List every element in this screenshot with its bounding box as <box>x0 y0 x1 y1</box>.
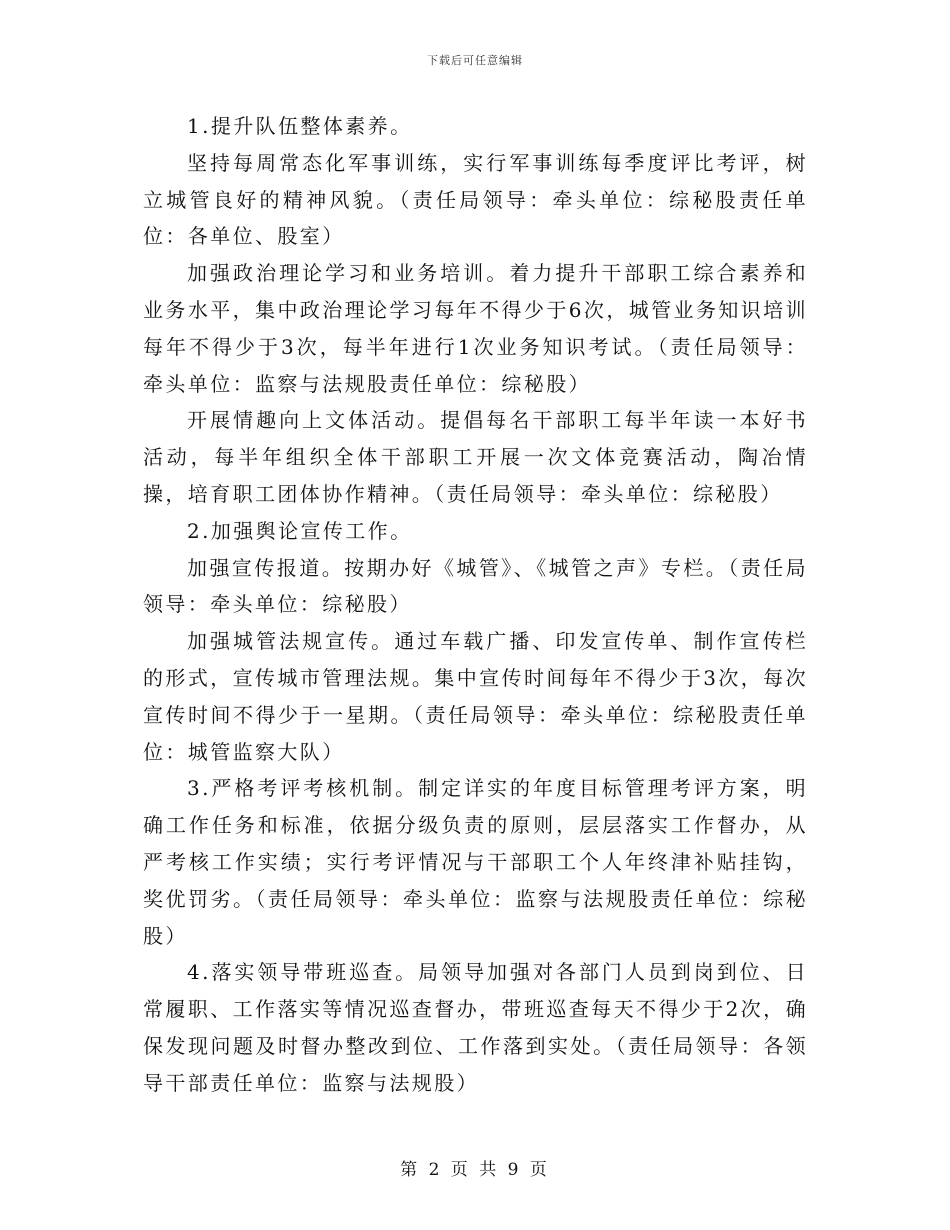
heading-2: 2.加强舆论宣传工作。 <box>187 518 413 543</box>
paragraph: 加强宣传报道。按期办好《城管》、《城管之声》专栏。（责任局领导：牵头单位：综秘股） <box>143 555 808 617</box>
paragraph-item-4: 4.落实领导带班巡查。局领导加强对各部门人员到岗到位、日常履职、工作落实等情况巡查督办，带班巡查每天不得少于2次，确保发现问题及时督办整改到位、工作落到实处。（责任局领导：各领导干部责任单位：监察与法规股） <box>143 960 808 1095</box>
paragraph-item-3: 3.严格考评考核机制。制定详实的年度目标管理考评方案，明确工作任务和标准，依据分级负责的原则，层层落实工作督办，从严考核工作实绩；实行考评情况与干部职工个人年终津补贴挂钩，奖优罚劣。（责任局领导：牵头单位：监察与法规股责任单位：综秘股） <box>143 776 808 948</box>
document-body <box>143 108 808 1102</box>
page-number: 第 2 页 共 9 页 <box>400 1160 550 1180</box>
paragraph: 坚持每周常态化军事训练，实行军事训练每季度评比考评，树立城管良好的精神风貌。（责任局领导：牵头单位：综秘股责任单位：各单位、股室） <box>143 150 808 249</box>
heading-1: 1.提升队伍整体素养。 <box>187 114 413 138</box>
paragraph: 加强政治理论学习和业务培训。着力提升干部职工综合素养和业务水平，集中政治理论学习每年不得少于6次，城管业务知识培训每年不得少于3次，每半年进行1次业务知识考试。（责任局领导：牵头单位：监察与法规股责任单位：综秘股） <box>143 261 808 396</box>
paragraph: 加强城管法规宣传。通过车载广播、印发宣传单、制作宣传栏的形式，宣传城市管理法规。集中宣传时间每年不得少于3次，每次宣传时间不得少于一星期。（责任局领导：牵头单位：综秘股责任单位：城管监察大队） <box>143 629 808 764</box>
page-header: 下载后可任意编辑 <box>427 54 523 67</box>
paragraph: 开展情趣向上文体活动。提倡每名干部职工每半年读一本好书活动，每半年组织全体干部职工开展一次文体竞赛活动，陶冶情操，培育职工团体协作精神。（责任局领导：牵头单位：综秘股） <box>143 408 808 506</box>
